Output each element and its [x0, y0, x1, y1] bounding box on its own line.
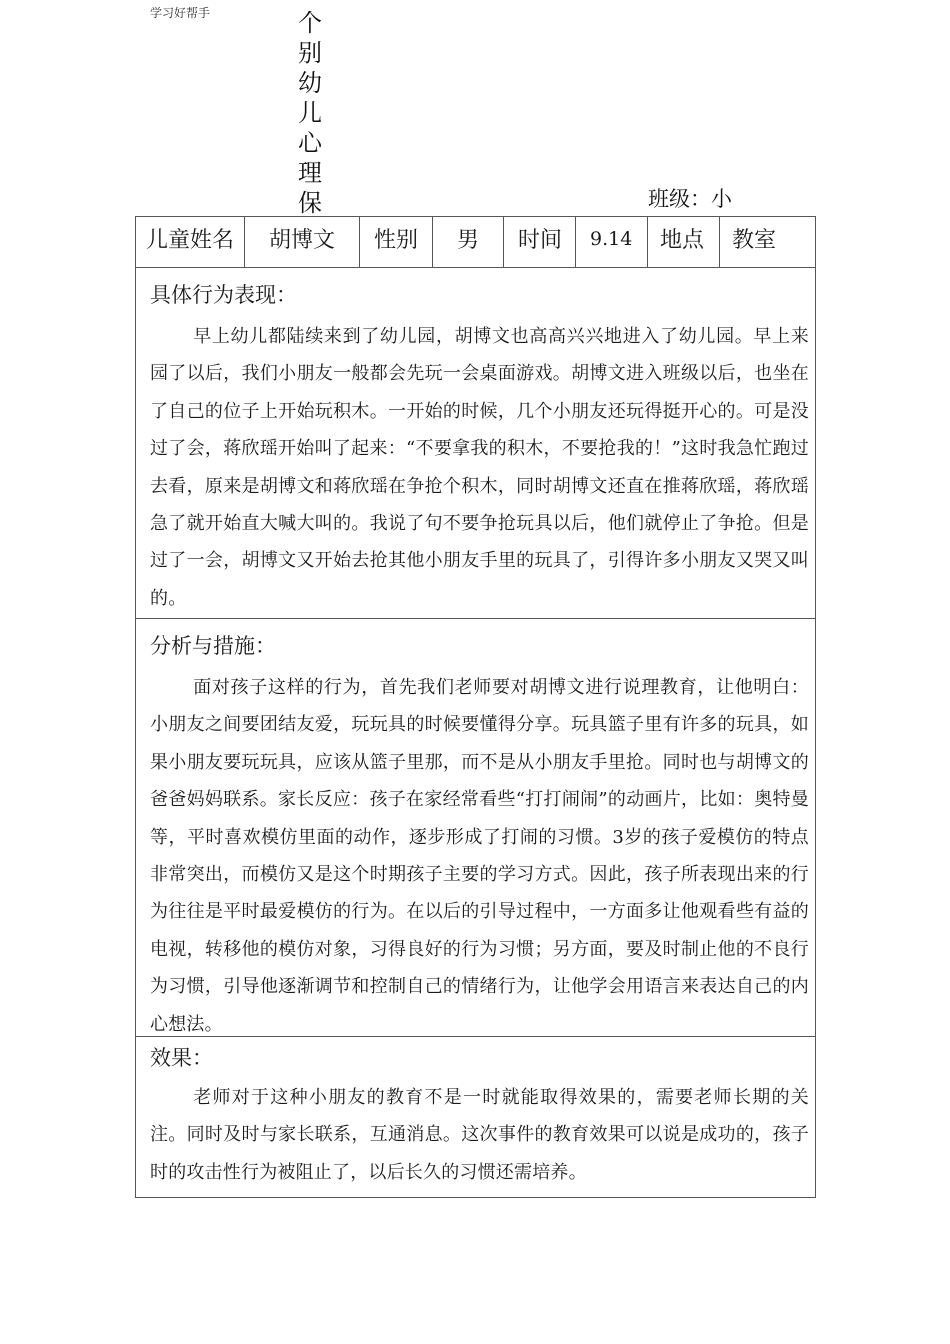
behavior-heading: 具体行为表现： [150, 283, 297, 307]
name-value: 胡博文 [245, 217, 360, 267]
watermark-text: 学习好帮手 [150, 6, 211, 20]
behavior-section [136, 268, 815, 619]
place-value: 教室 [732, 228, 777, 253]
record-table [135, 216, 816, 1198]
class-label: 班级：小 [648, 187, 732, 211]
page-title: 个别幼儿心理保 [298, 9, 322, 216]
gender-value: 男 [433, 217, 504, 267]
class-label-container [648, 184, 758, 216]
behavior-body: 早上幼儿都陆续来到了幼儿园，胡博文也高高兴兴地进入了幼儿园。早上来园了以后，我们小朋友一般都会先玩一会桌面游戏。胡博文进入班级以后，也坐在了自己的位子上开始玩积木。一开始的时候，几个小朋友还玩得挺开心的。可是没过了会，蒋欣瑶开始叫了起来：“不要拿我的积木，不要抢我的！”这时我急忙跑过去看，原来是胡博文和蒋欣瑶在争抢个积木，同时胡博文还直在推蒋欣瑶，蒋欣瑶急了就开始直大喊大叫的。我说了句不要争抢玩具以后，他们就停止了争抢。但是过了一会，胡博文又开始去抢其他小朋友手里的玩具了，引得许多小朋友又哭又叫的。 [150, 326, 809, 609]
place-label: 地点 [648, 217, 720, 267]
analysis-heading: 分析与措施： [150, 634, 276, 658]
name-label: 儿童姓名 [136, 217, 245, 267]
analysis-body: 面对孩子这样的行为，首先我们老师要对胡博文进行说理教育，让他明白：小朋友之间要团结友爱，玩玩具的时候要懂得分享。玩具篮子里有许多的玩具，如果小朋友要玩玩具，应该从篮子里那，而不是从小朋友手里抢。同时也与胡博文的爸爸妈妈联系。家长反应：孩子在家经常看些“打打闹闹”的动画片，比如：奥特曼等，平时喜欢模仿里面的动作，逐步形成了打闹的习惯。3岁的孩子爱模仿的特点非常突出，而模仿又是这个时期孩子主要的学习方式。因此，孩子所表现出来的行为往往是平时最爱模仿的行为。在以后的引导过程中，一方面多让他观看些有益的电视，转移他的模仿对象，习得良好的行为习惯；另方面，要及时制止他的不良行为习惯，引导他逐渐调节和控制自己的情绪行为，让他学会用语言来表达自己的内心想法。 [150, 677, 809, 1035]
info-row [136, 217, 815, 268]
effect-body: 老师对于这种小朋友的教育不是一时就能取得效果的，需要老师长期的关注。同时及时与家长联系，互通消息。这次事件的教育效果可以说是成功的，孩子时的攻击性行为被阻止了，以后长久的习惯还需培养。 [150, 1087, 809, 1183]
time-label: 时间 [504, 217, 576, 267]
analysis-section [136, 619, 815, 1037]
effect-section [136, 1037, 815, 1197]
gender-label: 性别 [360, 217, 433, 267]
effect-heading: 效果： [150, 1046, 213, 1070]
title-container [290, 8, 340, 216]
time-value: 9.14 [576, 217, 648, 267]
